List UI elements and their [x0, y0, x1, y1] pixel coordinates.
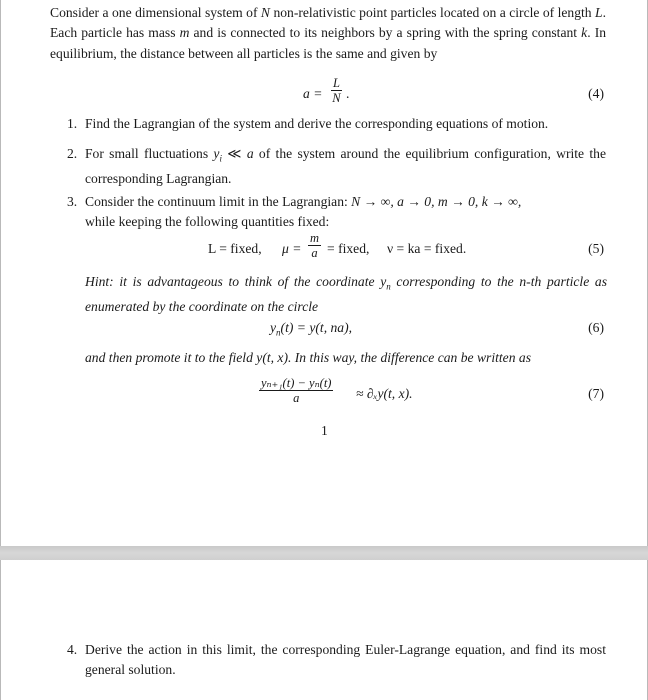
- q2-text: of the system around the equilibrium configuration, write the corresponding Lagrangian.: [85, 146, 606, 187]
- eq4-lhs: a =: [303, 86, 323, 101]
- subscript-n: n: [386, 281, 391, 292]
- eq7-numerator: yₙ₊₁(t) − yₙ(t): [261, 376, 332, 390]
- eq5-tag: (5): [588, 241, 604, 256]
- hint-text: corresponding to the n-th particle as enumerated by the coordinate on the circle: [85, 274, 607, 315]
- equation-7: [1, 376, 648, 406]
- var-y: y: [380, 274, 387, 289]
- intro-text: Consider a one dimensional system of: [50, 5, 261, 20]
- question-number: 2.: [67, 146, 78, 161]
- eq5-mu: μ =: [282, 241, 302, 256]
- page-gap-divider: [0, 546, 648, 560]
- eq5-part2: = fixed,: [327, 241, 370, 256]
- equation-5: [1, 231, 648, 260]
- eq5-fraction: [308, 231, 321, 260]
- question-text: Derive the action in this limit, the corresponding Euler-Lagrange equation, and find its most general solution.: [85, 642, 606, 678]
- eq5-part3: ν = ka = fixed.: [387, 241, 467, 256]
- intro-text: non-relativistic point particles located on a circle of length: [270, 5, 596, 20]
- eq6-tag: (6): [588, 320, 604, 335]
- question-text: Find the Lagrangian of the system and derive the corresponding equations of motion.: [85, 116, 549, 131]
- question-number: 4.: [67, 642, 78, 657]
- equation-6: [1, 320, 648, 342]
- eq7-rhs: ≈ ∂ₓy(t, x).: [356, 386, 413, 401]
- eq7-tag: (7): [588, 386, 604, 401]
- q2-text: For small fluctuations: [85, 146, 214, 161]
- var-N: N: [260, 5, 270, 20]
- eq4-fraction: [331, 76, 342, 105]
- subscript-i: i: [219, 153, 222, 164]
- var-y: y: [270, 320, 277, 335]
- var-k: k: [581, 25, 588, 41]
- eq4-tag: (4): [588, 86, 604, 101]
- eq6-arg: (t): [280, 320, 297, 335]
- q3-limits: N → ∞, a → 0, m → 0, k → ∞,: [351, 194, 522, 209]
- eq6-expression: [270, 320, 352, 338]
- equation-4: [1, 76, 648, 105]
- much-less-than: ≪: [221, 146, 247, 161]
- eq7-fraction: [259, 376, 333, 405]
- document-page-2: [0, 560, 648, 700]
- var-m: m: [179, 25, 190, 41]
- intro-text: . In equilibrium, the distance between all particles is the same and given by: [50, 25, 607, 61]
- var-L: L: [595, 5, 603, 20]
- intro-text: . Each particle has mass: [50, 5, 607, 41]
- hint-paragraph-2: and then promote it to the field y(t, x). In this way, the difference can be written as: [85, 350, 531, 365]
- question-text: [85, 192, 606, 233]
- q3-text: Consider the continuum limit in the Lagrangian:: [85, 194, 352, 209]
- var-a: a: [246, 146, 254, 161]
- hint-text: Hint: it is advantageous to think of the coordinate: [85, 274, 381, 289]
- subscript-n: n: [276, 327, 281, 338]
- var-y: y: [213, 146, 220, 161]
- eq4-period: .: [346, 86, 350, 101]
- eq5-numerator: m: [310, 231, 320, 245]
- question-number: 3.: [67, 194, 78, 209]
- question-text: [85, 144, 606, 189]
- eq4-denominator: N: [332, 91, 341, 105]
- question-number: 1.: [67, 116, 78, 131]
- page-number: 1: [321, 423, 328, 438]
- intro-text: and is connected to its neighbors by a spring with the spring constant: [189, 25, 582, 41]
- eq5-denominator: a: [311, 246, 318, 260]
- eq5-part1: L = fixed,: [208, 241, 262, 256]
- intro-paragraph: [50, 3, 606, 64]
- eq6-rhs: = y(t, na),: [296, 320, 353, 335]
- q3-text: while keeping the following quantities fixed:: [85, 214, 330, 230]
- hint-paragraph-1: [85, 272, 607, 317]
- eq7-denominator: a: [293, 391, 300, 405]
- eq4-numerator: L: [333, 76, 340, 90]
